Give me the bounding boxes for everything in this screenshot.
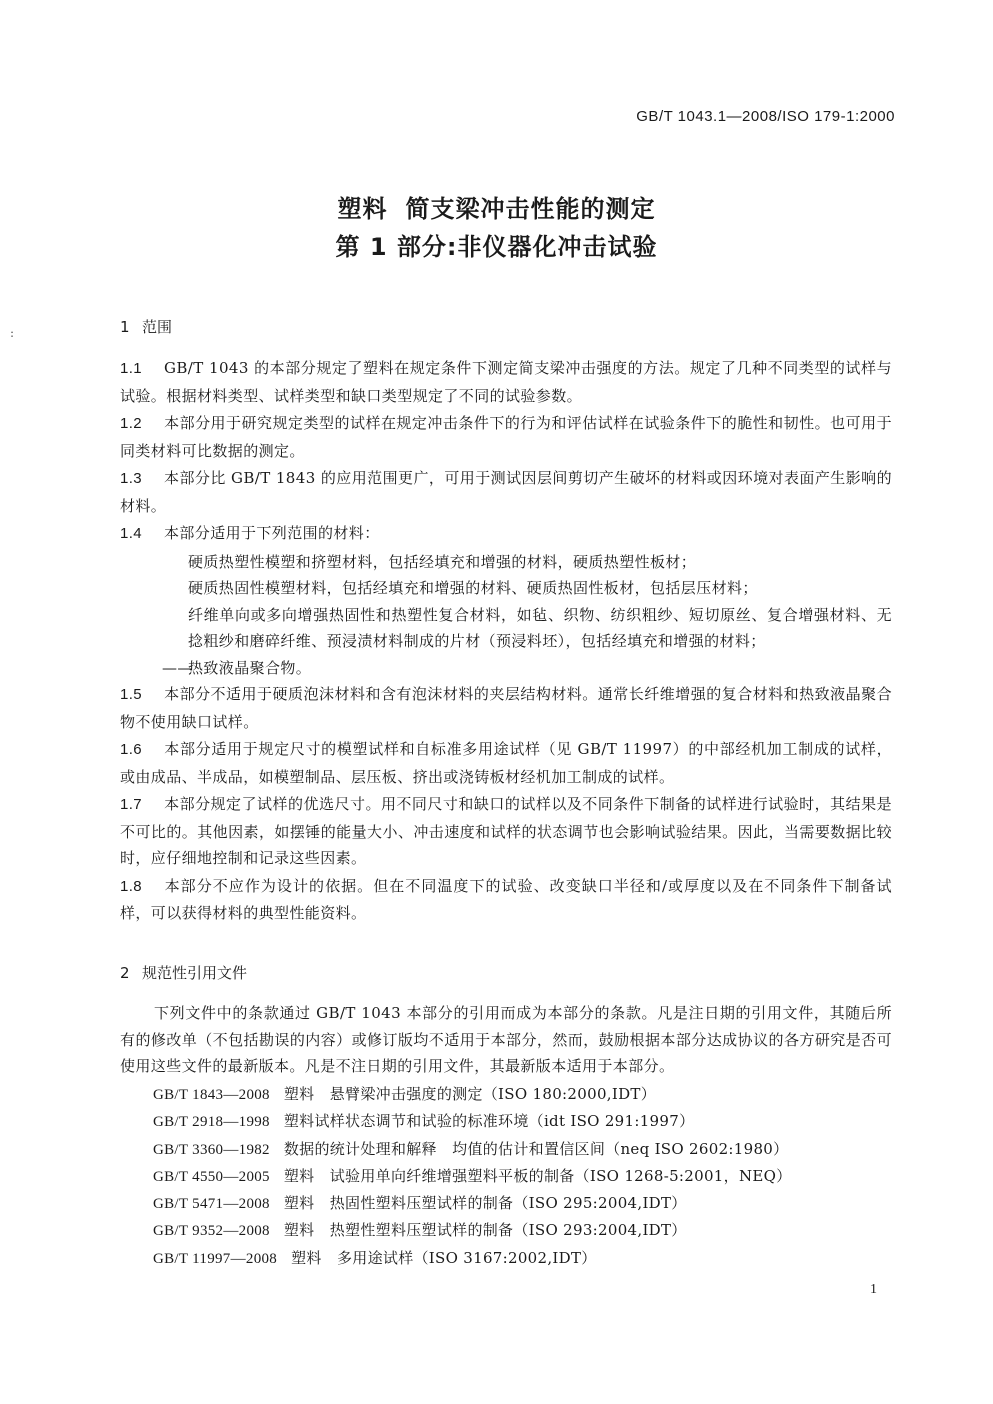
clause-number: 1.5	[120, 686, 143, 703]
clause-text: 本部分适用于下列范围的材料：	[164, 524, 380, 542]
reference-code: GB/T 4550—2005	[153, 1168, 270, 1185]
section-2-intro-text: 下列文件中的条款通过 GB/T 1043 本部分的引用而成为本部分的条款。凡是注日期的引用文件，其随后所有的修改单（不包括勘误的内容）或修订版均不适用于本部分，然而，鼓励根据本部分达成协议的各方研究是否可使用这些文件的最新版本。凡是不注日期的引用文件，其最新版本适用于本部分。	[120, 1004, 892, 1075]
margin-mark: :	[10, 326, 15, 340]
list-item: 硬质热固性模塑材料，包括经填充和增强的材料、硬质热固性板材，包括层压材料；	[188, 579, 758, 597]
section-1-title: 范围	[142, 318, 173, 336]
reference-item	[153, 1190, 792, 1217]
clause-number: 1.2	[120, 415, 143, 432]
clause-1-3	[120, 465, 892, 519]
reference-item	[153, 1245, 792, 1272]
clause-1-7	[120, 791, 892, 872]
clause-1-5	[120, 681, 892, 735]
title-line-2: 第 1 部分:非仪器化冲击试验	[335, 233, 658, 261]
section-2-title: 规范性引用文件	[142, 964, 248, 982]
title-line-1	[0, 190, 993, 228]
reference-code: GB/T 9352—2008	[153, 1223, 270, 1240]
document-title	[0, 190, 993, 266]
reference-title: 塑料 多用途试样（ISO 3167:2002,IDT）	[291, 1248, 597, 1267]
clause-text: 本部分不应作为设计的依据。但在不同温度下的试验、改变缺口半径和/或厚度以及在不同条件下制备试样，可以获得材料的典型性能资料。	[120, 876, 892, 922]
dash-list-item	[120, 655, 892, 682]
section-1-heading	[120, 316, 172, 337]
reference-item	[153, 1108, 792, 1135]
title-line-1-part-2: 简支梁冲击性能的测定	[405, 195, 656, 223]
reference-code: GB/T 11997—2008	[153, 1250, 278, 1267]
clause-number: 1.4	[120, 525, 143, 542]
clause-text: 本部分规定了试样的优选尺寸。用不同尺寸和缺口的试样以及不同条件下制备的试样进行试验时，其结果是不可比的。其他因素，如摆锤的能量大小、冲击速度和试样的状态调节也会影响试验结果。因此，当需要数据比较时，应仔细地控制和记录这些因素。	[120, 795, 892, 867]
dash-mark: ——	[162, 658, 193, 677]
clause-text: 本部分用于研究规定类型的试样在规定冲击条件下的行为和评估试样在试验条件下的脆性和韧性。也可用于同类材料可比数据的测定。	[120, 414, 892, 460]
section-2-intro	[120, 1000, 892, 1080]
clause-1-1	[120, 355, 892, 409]
reference-title: 塑料 悬臂梁冲击强度的测定（ISO 180:2000,IDT）	[283, 1085, 657, 1103]
section-2-heading	[120, 962, 247, 983]
reference-item	[153, 1163, 792, 1190]
list-item: 硬质热塑性模塑和挤塑材料，包括经填充和增强的材料，硬质热塑性板材；	[188, 552, 697, 571]
page-number: 1	[870, 1282, 877, 1297]
standard-number: GB/T 1043.1—2008/ISO 179-1:2000	[636, 108, 895, 125]
reference-item	[153, 1217, 792, 1244]
clause-number: 1.7	[120, 796, 143, 813]
reference-title: 塑料试样状态调节和试验的标准环境（idt ISO 291:1997）	[283, 1112, 695, 1131]
reference-code: GB/T 2918—1998	[153, 1114, 270, 1131]
clause-text: 本部分适用于规定尺寸的模塑试样和自标准多用途试样（见 GB/T 11997）的中部经机加工制成的试样，或由成品、半成品，如模塑制品、层压板、挤出或浇铸板材经机加工制成的试样。	[120, 740, 892, 786]
reference-title: 塑料 热塑性塑料压塑试样的制备（ISO 293:2004,IDT）	[283, 1221, 687, 1240]
clause-1-4	[120, 520, 892, 548]
clause-1-6	[120, 736, 892, 790]
reference-item	[153, 1136, 792, 1163]
reference-title: 数据的统计处理和解释 均值的估计和置信区间（neq ISO 2602:1980）	[283, 1139, 789, 1158]
title-line-1-part-1: 塑料	[337, 195, 388, 223]
clause-number: 1.3	[120, 470, 143, 487]
clause-text: 本部分比 GB/T 1843 的应用范围更广，可用于测试因层间剪切产生破坏的材料或因环境对表面产生影响的材料。	[120, 469, 892, 515]
clause-1-8	[120, 873, 892, 927]
clause-number: 1.8	[120, 877, 143, 895]
reference-code: GB/T 1843—2008	[153, 1087, 270, 1103]
clause-text: 本部分不适用于硬质泡沫材料和含有泡沫材料的夹层结构材料。通常长纤维增强的复合材料和热致液晶聚合物不使用缺口试样。	[120, 685, 892, 731]
section-2-number: 2	[120, 964, 130, 982]
reference-list	[153, 1081, 792, 1272]
reference-title: 塑料 试验用单向纤维增强塑料平板的制备（ISO 1268-5:2001，NEQ）	[283, 1166, 792, 1185]
section-1-body	[120, 355, 892, 928]
list-item: 纤维单向或多向增强热固性和热塑性复合材料，如毡、织物、纺织粗纱、短切原丝、复合增强材料、无捻粗纱和磨碎纤维、预浸渍材料制成的片材（预浸料坯），包括经填充和增强的材料；	[188, 605, 892, 650]
section-1-number: 1	[120, 318, 130, 336]
clause-number: 1.1	[120, 360, 143, 377]
clause-text: GB/T 1043 的本部分规定了塑料在规定条件下测定简支梁冲击强度的方法。规定了几种不同类型的试样与试验。根据材料类型、试样类型和缺口类型规定了不同的试验参数。	[120, 359, 892, 405]
reference-title: 塑料 热固性塑料压塑试样的制备（ISO 295:2004,IDT）	[283, 1194, 687, 1213]
reference-code: GB/T 5471—2008	[153, 1196, 270, 1213]
dash-item-text: 热致液晶聚合物。	[188, 658, 312, 677]
clause-1-2	[120, 410, 892, 464]
clause-number: 1.6	[120, 741, 143, 758]
reference-code: GB/T 3360—1982	[153, 1141, 270, 1158]
reference-item	[153, 1081, 792, 1108]
